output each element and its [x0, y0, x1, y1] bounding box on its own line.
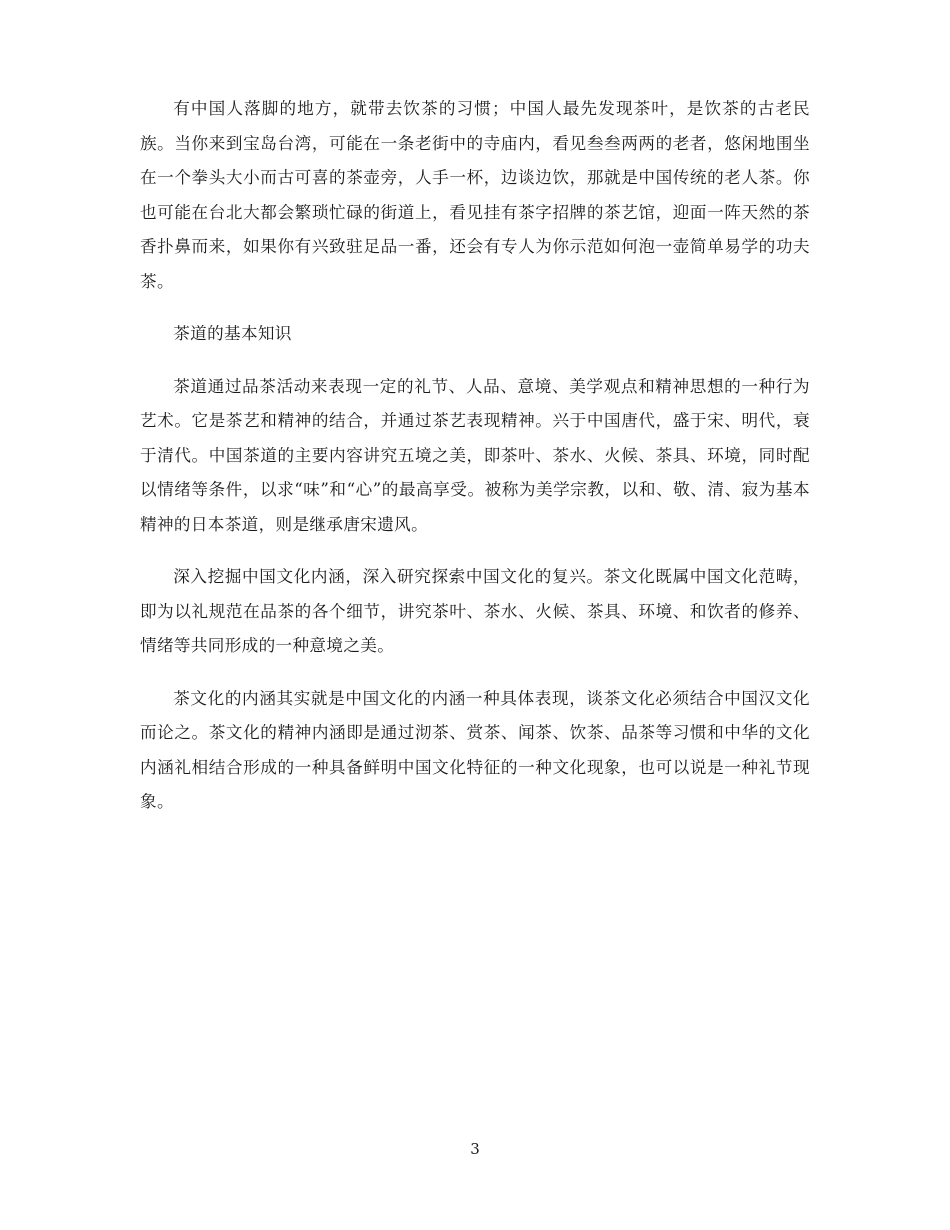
- paragraph-tea-culture-meaning: 茶文化的内涵其实就是中国文化的内涵一种具体表现，谈茶文化必须结合中国汉文化而论之。茶文化的精神内涵即是通过沏茶、赏茶、闻茶、饮茶、品茶等习惯和中华的文化内涵礼相结合形成的一种具备鲜明中国文化特征的一种文化现象，也可以说是一种礼节现象。: [140, 688, 810, 811]
- document-body: [140, 92, 810, 838]
- paragraph-chinese-culture: 深入挖掘中国文化内涵，深入研究探索中国文化的复兴。茶文化既属中国文化范畴，即为以礼规范在品茶的各个细节，讲究茶叶、茶水、火候、茶具、环境、和饮者的修养、情绪等共同形成的一种意境之美。: [140, 567, 810, 655]
- page-number: 3: [470, 1140, 480, 1158]
- paragraph-tea-ceremony: 茶道通过品茶活动来表现一定的礼节、人品、意境、美学观点和精神思想的一种行为艺术。它是茶艺和精神的结合，并通过茶艺表现精神。兴于中国唐代，盛于宋、明代，衰于清代。中国茶道的主要内容讲究五境之美，即茶叶、茶水、火候、茶具、环境，同时配以情绪等条件，以求“味”和“心”的最高享受。被称为美学宗教，以和、敬、清、寂为基本精神的日本茶道，则是继承唐宋遗风。: [140, 376, 810, 534]
- paragraph-tea-custom: 有中国人落脚的地方，就带去饮茶的习惯；中国人最先发现茶叶，是饮茶的古老民族。当你来到宝岛台湾，可能在一条老街中的寺庙内，看见叁叁两两的老者，悠闲地围坐在一个拳头大小而古可喜的茶壶旁，人手一杯，边谈边饮，那就是中国传统的老人茶。你也可能在台北大都会繁琐忙碌的街道上，看见挂有茶字招牌的茶艺馆，迎面一阵天然的茶香扑鼻而来，如果你有兴致驻足品一番，还会有专人为你示范如何泡一壶简单易学的功夫茶。: [140, 99, 810, 291]
- section-heading-tea-ceremony: 茶道的基本知识: [173, 324, 292, 343]
